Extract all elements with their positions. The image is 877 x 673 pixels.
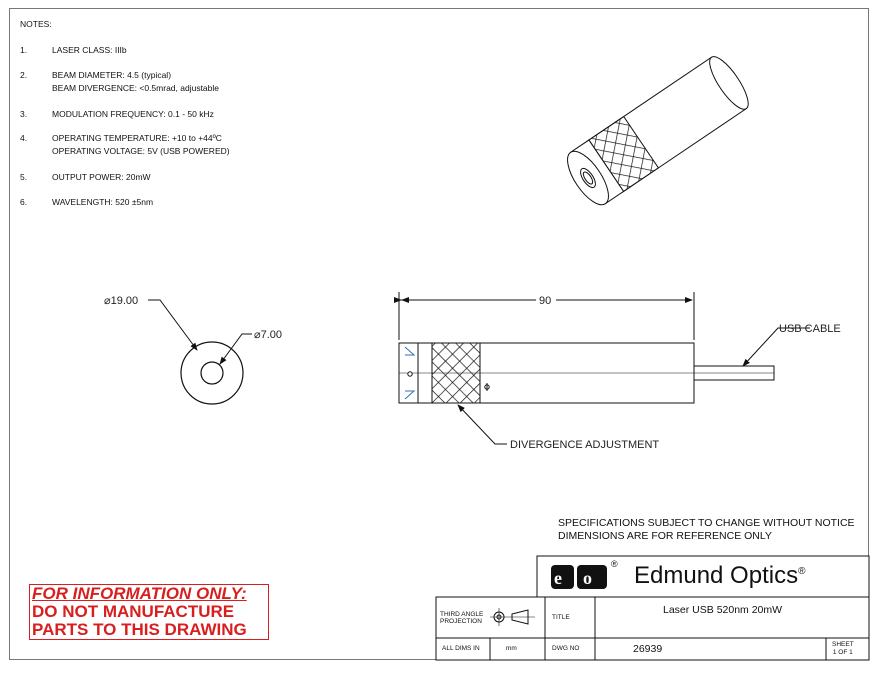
information-only-warning: [29, 584, 269, 640]
outer-diameter-label: ⌀19.00: [104, 295, 139, 307]
logo-letter-o: o: [583, 568, 592, 588]
projection-label-1: THIRD ANGLE: [440, 611, 484, 618]
note-number: 4.: [20, 133, 28, 143]
warning-line-1: FOR INFORMATION ONLY:: [32, 584, 247, 603]
sheet-value: 1 OF 1: [832, 649, 853, 656]
inner-diameter-label: ⌀7.00: [254, 329, 283, 341]
note-text: OPERATING TEMPERATURE: +10 to +44ºC: [52, 133, 222, 143]
side-view: [399, 292, 810, 444]
title-value: Laser USB 520nm 20mW: [663, 604, 783, 616]
company-name: Edmund Optics®: [634, 562, 806, 589]
sheet-label: SHEET: [832, 641, 854, 648]
projection-label-2: PROJECTION: [440, 618, 482, 625]
dims-label: ALL DIMS IN: [442, 645, 480, 652]
note-text: BEAM DIAMETER: 4.5 (typical): [52, 70, 172, 80]
title-label: TITLE: [552, 614, 570, 621]
note-text: WAVELENGTH: 520 ±5nm: [52, 197, 154, 207]
note-number: 3.: [20, 109, 28, 119]
outer-diameter-leader: [148, 300, 197, 350]
warning-line-3: PARTS TO THIS DRAWING: [32, 620, 247, 639]
svg-text:®: ®: [611, 559, 618, 569]
note-text: LASER CLASS: IIIb: [52, 45, 127, 55]
end-view: [104, 295, 282, 404]
note-text: OPERATING VOLTAGE: 5V (USB POWERED): [52, 146, 230, 156]
divergence-adjustment-label: DIVERGENCE ADJUSTMENT: [510, 439, 660, 451]
note-text: MODULATION FREQUENCY: 0.1 - 50 kHz: [52, 109, 214, 119]
divergence-leader: [458, 405, 507, 444]
dwg-label: DWG NO: [552, 645, 580, 652]
note-text: BEAM DIVERGENCE: <0.5mrad, adjustable: [52, 83, 219, 93]
spec-line-2: DIMENSIONS ARE FOR REFERENCE ONLY: [558, 529, 772, 542]
note-number: 6.: [20, 197, 28, 207]
note-number: 2.: [20, 70, 28, 80]
warning-line-2: DO NOT MANUFACTURE: [32, 602, 235, 621]
projection-label: [440, 611, 483, 625]
note-text: OUTPUT POWER: 20mW: [52, 172, 151, 182]
notes-heading: NOTES:: [20, 19, 52, 29]
knurl-side: [432, 343, 480, 403]
note-number: 5.: [20, 172, 28, 182]
dims-value: mm: [506, 645, 517, 652]
length-dimension: 90: [539, 295, 552, 307]
note-number: 1.: [20, 45, 28, 55]
isometric-view: [560, 52, 755, 211]
spec-line-1: SPECIFICATIONS SUBJECT TO CHANGE WITHOUT NOTICE: [558, 517, 855, 529]
sheet-info: [832, 641, 854, 657]
dwg-number: 26939: [633, 643, 663, 655]
inner-circle: [201, 362, 223, 384]
spec-notice: [558, 517, 855, 542]
logo-letter-e: e: [554, 568, 562, 588]
usb-cable-label: USB CABLE: [779, 323, 841, 335]
